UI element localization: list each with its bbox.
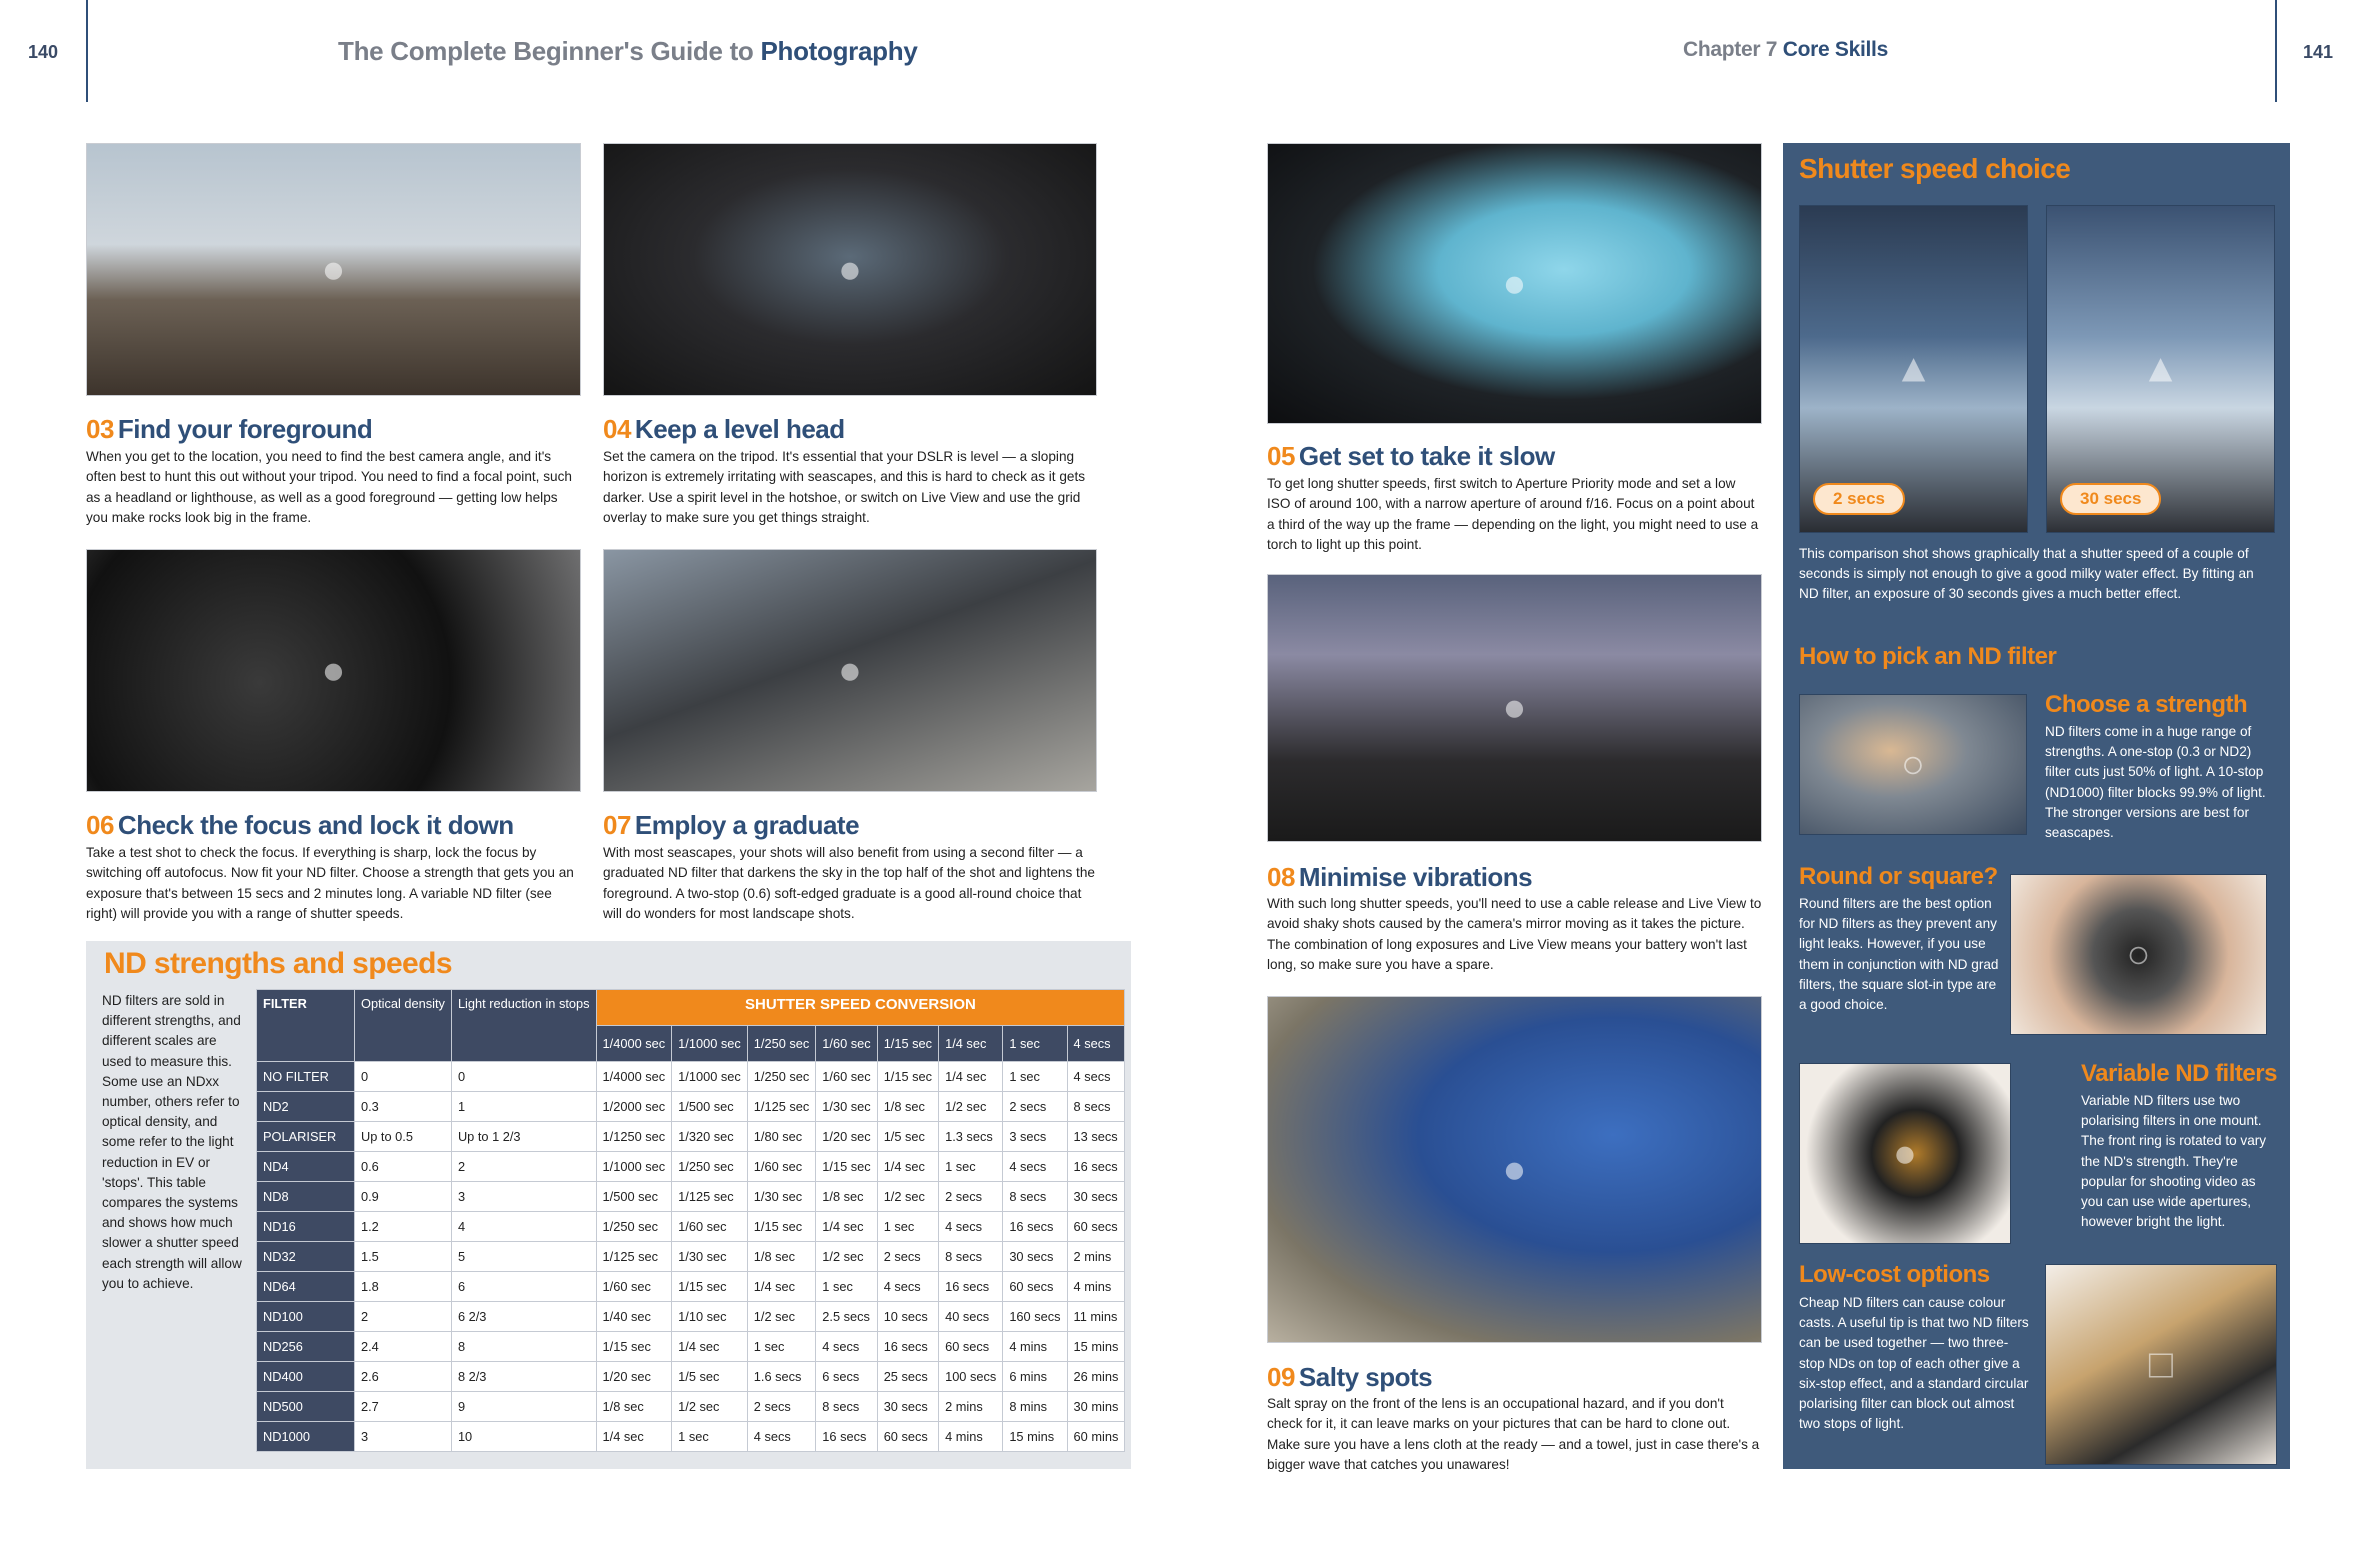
step-08-title: 08 Minimise vibrations <box>1267 862 1533 892</box>
table-cell: 6 mins <box>1003 1362 1067 1392</box>
right-page-number: 141 <box>2303 42 2334 62</box>
table-cell: 1/15 sec <box>596 1332 672 1362</box>
step-07-title: 07 Employ a graduate <box>603 810 860 840</box>
table-cell: 10 <box>451 1422 596 1452</box>
running-head-bold: Photography <box>760 36 918 66</box>
camera-icon: ● <box>837 648 863 692</box>
camera-icon: ● <box>321 648 346 692</box>
lighthouse-foreground-photo <box>86 143 581 396</box>
table-cell: 8 2/3 <box>451 1362 596 1392</box>
table-cell: 4 mins <box>939 1422 1003 1452</box>
lens-cloth-photo <box>1267 996 1762 1343</box>
badge-2-secs: 2 secs <box>1813 483 1905 515</box>
table-cell: 1/4 sec <box>747 1272 816 1302</box>
step-04-title: 04 Keep a level head <box>603 414 845 444</box>
table-cell: 8 secs <box>939 1242 1003 1272</box>
right-running-head <box>1683 38 1888 62</box>
table-cell: 1/2 sec <box>816 1242 877 1272</box>
table-cell: 1/20 sec <box>816 1122 877 1152</box>
table-cell: 4 mins <box>1003 1332 1067 1362</box>
round-filter-photo <box>2010 874 2267 1035</box>
table-cell: 1/4000 sec <box>596 1062 672 1092</box>
table-cell: 1/8 sec <box>596 1392 672 1422</box>
table-cell: 1 sec <box>747 1332 816 1362</box>
table-cell: 1/2 sec <box>939 1092 1003 1122</box>
filter-name-cell: POLARISER <box>257 1122 355 1152</box>
table-cell: 1.8 <box>355 1272 452 1302</box>
badge-30-secs: 30 secs <box>2060 483 2161 515</box>
speed-header: 1/60 sec <box>816 1026 877 1062</box>
table-row <box>257 1392 1125 1422</box>
speed-header: 1/4 sec <box>939 1026 1003 1062</box>
table-cell: 26 mins <box>1067 1362 1125 1392</box>
table-cell: 1/15 sec <box>877 1062 938 1092</box>
table-cell: 5 <box>451 1242 596 1272</box>
table-cell: 1/125 sec <box>747 1092 816 1122</box>
filter-name-cell: ND100 <box>257 1302 355 1332</box>
filter-name-cell: ND4 <box>257 1152 355 1182</box>
filter-name-cell: ND500 <box>257 1392 355 1422</box>
table-cell: 3 secs <box>1003 1122 1067 1152</box>
step-06-title: 06 Check the focus and lock it down <box>86 810 514 840</box>
table-cell: 0 <box>451 1062 596 1092</box>
table-cell: 2 mins <box>939 1392 1003 1422</box>
table-cell: 2 <box>355 1302 452 1332</box>
table-cell: 60 secs <box>877 1422 938 1452</box>
tip-variable-title: Variable ND filters <box>2081 1060 2277 1087</box>
table-cell: 30 secs <box>1067 1182 1125 1212</box>
table-cell: 40 secs <box>939 1302 1003 1332</box>
table-cell: 1/1000 sec <box>672 1062 748 1092</box>
filter-name-cell: ND16 <box>257 1212 355 1242</box>
table-cell: 2 mins <box>1067 1242 1125 1272</box>
filter-icon: □ <box>2148 1342 2174 1386</box>
table-cell: 1/10 sec <box>672 1302 748 1332</box>
table-cell: 30 secs <box>1003 1242 1067 1272</box>
filter-holder-photo <box>603 549 1097 792</box>
tip-strength-text: ND filters come in a huge range of strengths. A one-stop (0.3 or ND2) filter cuts just 50% of light. A 10-stop (ND1000) filter blocks 99.9% of light. The stronger versions are best for seascapes. <box>2045 724 2266 841</box>
table-cell: 1/20 sec <box>596 1362 672 1392</box>
tip-variable-text: Variable ND filters use two polarising filters in one mount. The front ring is rotated to vary the ND's strength. They're popular for shooting video as you can use wide apertures, however bright the light. <box>2081 1093 2267 1230</box>
table-cell: 4 secs <box>1067 1062 1125 1092</box>
lighthouse-icon: ▲ <box>2140 346 2181 391</box>
left-page-number: 140 <box>28 42 59 62</box>
table-cell: 3 <box>355 1422 452 1452</box>
filter-name-cell: ND32 <box>257 1242 355 1272</box>
table-cell: 1/5 sec <box>877 1122 938 1152</box>
left-running-head <box>338 36 917 67</box>
table-cell: 4 secs <box>877 1272 938 1302</box>
filter-name-cell: ND1000 <box>257 1422 355 1452</box>
step-06-text: Take a test shot to check the focus. If everything is sharp, lock the focus by switching off autofocus. Now fit your ND filter. Choose a strength that gets you an exposure that's between 15 secs and 2 minutes long. A variable ND filter (see right) will provide you with a range of shutter speeds. <box>86 845 574 922</box>
square-filter-photo <box>2045 1264 2277 1465</box>
table-cell: 0.3 <box>355 1092 452 1122</box>
left-header-rule <box>86 0 88 102</box>
lighthouse-icon: ▲ <box>1893 346 1934 391</box>
camera-icon: ● <box>837 247 863 291</box>
variable-nd-photo <box>1799 1063 2011 1244</box>
table-cell: 16 secs <box>816 1422 877 1452</box>
table-cell: 60 mins <box>1067 1422 1125 1452</box>
table-cell: 1/250 sec <box>672 1152 748 1182</box>
table-cell: 9 <box>451 1392 596 1422</box>
table-cell: 60 secs <box>939 1332 1003 1362</box>
table-cell: 2 secs <box>747 1392 816 1422</box>
table-row <box>257 1182 1125 1212</box>
table-cell: 1/15 sec <box>672 1272 748 1302</box>
table-cell: 2 <box>451 1152 596 1182</box>
table-cell: 1/15 sec <box>816 1152 877 1182</box>
table-cell: 16 secs <box>1067 1152 1125 1182</box>
table-cell: 160 secs <box>1003 1302 1067 1332</box>
table-cell: 1/500 sec <box>672 1092 748 1122</box>
table-cell: 1/60 sec <box>596 1272 672 1302</box>
table-cell: 1/5 sec <box>672 1362 748 1392</box>
tip-round-title: Round or square? <box>1799 863 1998 890</box>
table-cell: 13 secs <box>1067 1122 1125 1152</box>
table-cell: 1/4 sec <box>816 1212 877 1242</box>
table-cell: 1/250 sec <box>596 1212 672 1242</box>
table-row <box>257 1362 1125 1392</box>
table-cell: 16 secs <box>1003 1212 1067 1242</box>
step-03-title: 03 Find your foreground <box>86 414 373 444</box>
table-cell: 60 secs <box>1067 1212 1125 1242</box>
table-cell: 4 secs <box>939 1212 1003 1242</box>
table-cell: 8 secs <box>816 1392 877 1422</box>
tip-lowcost-title: Low-cost options <box>1799 1261 1990 1288</box>
table-cell: 8 secs <box>1067 1092 1125 1122</box>
chapter-prefix: Chapter 7 <box>1683 38 1778 61</box>
table-cell: 1/2 sec <box>877 1182 938 1212</box>
running-head-prefix: The Complete Beginner's Guide to <box>338 36 754 66</box>
camera-tripod-dusk-photo <box>1267 574 1762 842</box>
camera-icon: ● <box>1502 1147 1527 1191</box>
table-cell: 3 <box>451 1182 596 1212</box>
tip-lowcost-text: Cheap ND filters can cause colour casts. A useful tip is that two ND filters can be used together — two three-stop NDs on top of each other give a six-stop effect, and a standard circular polarising filter can block out almost two stops of light. <box>1799 1295 2029 1432</box>
table-cell: 15 mins <box>1067 1332 1125 1362</box>
table-cell: 8 mins <box>1003 1392 1067 1422</box>
table-cell: 10 secs <box>877 1302 938 1332</box>
camera-lcd-photo <box>1267 143 1762 424</box>
table-cell: 1/8 sec <box>877 1092 938 1122</box>
speed-header: 1/250 sec <box>747 1026 816 1062</box>
table-cell: 1/4 sec <box>596 1422 672 1452</box>
table-cell: Up to 0.5 <box>355 1122 452 1152</box>
speed-header: 1 sec <box>1003 1026 1067 1062</box>
table-cell: 1/4 sec <box>939 1062 1003 1092</box>
sidebar-title: Shutter speed choice <box>1799 153 2071 184</box>
table-cell: 25 secs <box>877 1362 938 1392</box>
table-cell: 1/60 sec <box>747 1152 816 1182</box>
table-cell: 1/2000 sec <box>596 1092 672 1122</box>
table-cell: 11 mins <box>1067 1302 1125 1332</box>
table-cell: 15 mins <box>1003 1422 1067 1452</box>
table-row <box>257 1092 1125 1122</box>
filter-name-cell: ND64 <box>257 1272 355 1302</box>
table-cell: 4 secs <box>1003 1152 1067 1182</box>
table-cell: 1/30 sec <box>816 1092 877 1122</box>
table-row <box>257 1272 1125 1302</box>
table-cell: 30 secs <box>877 1392 938 1422</box>
table-cell: 1/60 sec <box>672 1212 748 1242</box>
table-cell: 1/1250 sec <box>596 1122 672 1152</box>
man-with-filter-photo <box>1799 694 2027 835</box>
filter-name-cell: ND400 <box>257 1362 355 1392</box>
table-cell: 6 <box>451 1272 596 1302</box>
table-cell: 2.6 <box>355 1362 452 1392</box>
nd-panel-title: ND strengths and speeds <box>104 947 452 980</box>
table-cell: 1/4 sec <box>672 1332 748 1362</box>
table-cell: 1/250 sec <box>747 1062 816 1092</box>
table-cell: 1/40 sec <box>596 1302 672 1332</box>
speed-header: 4 secs <box>1067 1026 1125 1062</box>
table-cell: 1/30 sec <box>747 1182 816 1212</box>
filter-name-cell: ND8 <box>257 1182 355 1212</box>
col-header-conversion: SHUTTER SPEED CONVERSION <box>596 990 1125 1026</box>
table-cell: 1.2 <box>355 1212 452 1242</box>
camera-level-photo <box>603 143 1097 396</box>
table-cell: 16 secs <box>939 1272 1003 1302</box>
table-cell: 1/4 sec <box>877 1152 938 1182</box>
tip-strength-title: Choose a strength <box>2045 691 2248 718</box>
nd-panel-intro: ND filters are sold in different strengths, and different scales are used to measure this. Some use an NDxx number, others refer to optical density, and some refer to the light reduction in EV or 'stops'. This table compares the systems and shows how much slower a shutter speed each strength will allow you to achieve. <box>102 993 242 1291</box>
table-row <box>257 1332 1125 1362</box>
nd-conversion-table <box>256 989 1125 1452</box>
right-header-rule <box>2275 0 2277 102</box>
col-header-density: Optical density <box>355 990 452 1062</box>
table-cell: 1/15 sec <box>747 1212 816 1242</box>
table-row <box>257 1152 1125 1182</box>
sidebar-caption: This comparison shot shows graphically that a shutter speed of a couple of seconds is simply not enough to give a good milky water effect. By fitting an ND filter, an exposure of 30 seconds gives a much better effect. <box>1799 546 2254 602</box>
step-07-text: With most seascapes, your shots will also benefit from using a second filter — a graduated ND filter that darkens the sky in the top half of the shot and lightens the foreground. A two-stop (0.6) soft-edged graduate is a good all-round choice that will do wonders for most landscape shots. <box>603 845 1095 922</box>
table-cell: 1/1000 sec <box>596 1152 672 1182</box>
table-cell: 1/125 sec <box>672 1182 748 1212</box>
table-cell: 1/30 sec <box>672 1242 748 1272</box>
table-cell: 8 <box>451 1332 596 1362</box>
table-cell: 1.3 secs <box>939 1122 1003 1152</box>
filter-name-cell: ND256 <box>257 1332 355 1362</box>
table-cell: 1/8 sec <box>816 1182 877 1212</box>
camera-icon: ● <box>1502 685 1527 730</box>
shutter-speed-sidebar <box>1783 143 2290 1469</box>
table-cell: 1 sec <box>877 1212 938 1242</box>
table-cell: 1/125 sec <box>596 1242 672 1272</box>
table-cell: 30 mins <box>1067 1392 1125 1422</box>
table-cell: 1 sec <box>939 1152 1003 1182</box>
table-cell: 0.6 <box>355 1152 452 1182</box>
table-cell: 1/8 sec <box>747 1242 816 1272</box>
table-cell: 16 secs <box>877 1332 938 1362</box>
camera-icon: ● <box>1502 261 1527 305</box>
table-cell: 60 secs <box>1003 1272 1067 1302</box>
table-cell: 1/320 sec <box>672 1122 748 1152</box>
table-cell: 1/80 sec <box>747 1122 816 1152</box>
table-row <box>257 1422 1125 1452</box>
table-cell: 100 secs <box>939 1362 1003 1392</box>
table-cell: 6 secs <box>816 1362 877 1392</box>
table-cell: 1 <box>451 1092 596 1122</box>
filter-name-cell: ND2 <box>257 1092 355 1122</box>
table-cell: 1.5 <box>355 1242 452 1272</box>
step-04-text: Set the camera on the tripod. It's essential that your DSLR is level — a sloping horizon is extremely irritating with seascapes, and this is hard to check as it gets darker. Use a spirit level in the hotshoe, or switch on Live View and use the grid overlay to make sure you get things straight. <box>603 449 1086 526</box>
table-cell: 0.9 <box>355 1182 452 1212</box>
tip-round-text: Round filters are the best option for ND filters as they prevent any light leaks. However, if you use them in conjunction with ND grad filters, the square slot-in type are a good choice. <box>1799 896 1999 1013</box>
table-cell: 2 secs <box>1003 1092 1067 1122</box>
step-05-text: To get long shutter speeds, first switch to Aperture Priority mode and set a low ISO of around 100, with a narrow aperture of around f/16. Focus on a point about a third of the way up the frame — depending on the light, you might need to use a torch to light up this point. <box>1267 476 1759 553</box>
table-cell: 6 2/3 <box>451 1302 596 1332</box>
step-09-text: Salt spray on the front of the lens is an occupational hazard, and if you don't check for it, it can leave marks on your pictures that can be hard to clone out. Make sure you have a lens cloth at the ready — and a towel, just in case there's a bigger wave that catches you unawares! <box>1267 1396 1760 1473</box>
table-cell: 1/500 sec <box>596 1182 672 1212</box>
table-row <box>257 1062 1125 1092</box>
table-cell: 4 secs <box>816 1332 877 1362</box>
step-05-title: 05 Get set to take it slow <box>1267 441 1555 471</box>
table-cell: 1 sec <box>672 1422 748 1452</box>
table-cell: 1/60 sec <box>816 1062 877 1092</box>
step-03-text: When you get to the location, you need to find the best camera angle, and it's often best to hunt this out without your tripod. You need to find a focal point, such as a headland or lighthouse, as well as a good foreground — getting low helps you make rocks look big in the frame. <box>86 449 572 526</box>
camera-icon: ● <box>321 247 346 291</box>
table-cell: 1.6 secs <box>747 1362 816 1392</box>
table-cell: 1/2 sec <box>747 1302 816 1332</box>
filter-icon: ○ <box>2126 932 2151 976</box>
lens-focus-photo <box>86 549 581 792</box>
table-cell: 1 sec <box>816 1272 877 1302</box>
table-cell: 2 secs <box>939 1182 1003 1212</box>
col-header-reduction: Light reduction in stops <box>451 990 596 1062</box>
table-cell: 4 secs <box>747 1422 816 1452</box>
table-row <box>257 1242 1125 1272</box>
step-09-title: 09 Salty spots <box>1267 1362 1433 1392</box>
table-cell: 1/2 sec <box>672 1392 748 1422</box>
table-row <box>257 1122 1125 1152</box>
table-row <box>257 1212 1125 1242</box>
speed-header: 1/1000 sec <box>672 1026 748 1062</box>
camera-icon: ● <box>1892 1131 1918 1175</box>
table-cell: 2.5 secs <box>816 1302 877 1332</box>
speed-header: 1/15 sec <box>877 1026 938 1062</box>
speed-header: 1/4000 sec <box>596 1026 672 1062</box>
nd-strengths-panel <box>86 941 1131 1469</box>
chapter-bold: Core Skills <box>1782 38 1888 61</box>
table-row <box>257 1302 1125 1332</box>
table-cell: 2 secs <box>877 1242 938 1272</box>
col-header-filter: FILTER <box>257 990 355 1062</box>
table-cell: Up to 1 2/3 <box>451 1122 596 1152</box>
table-cell: 8 secs <box>1003 1182 1067 1212</box>
step-08-text: With such long shutter speeds, you'll need to use a cable release and Live View to avoid shaky shots caused by the camera's mirror moving as it takes the picture. The combination of long exposures and Live View means your battery won't last long, so make sure you have a spare. <box>1267 896 1762 973</box>
filter-name-cell: NO FILTER <box>257 1062 355 1092</box>
table-cell: 4 mins <box>1067 1272 1125 1302</box>
table-cell: 1 sec <box>1003 1062 1067 1092</box>
sidebar-subtitle: How to pick an ND filter <box>1799 643 2057 670</box>
table-cell: 2.4 <box>355 1332 452 1362</box>
filter-icon: ○ <box>1900 742 1926 786</box>
table-cell: 2.7 <box>355 1392 452 1422</box>
table-cell: 0 <box>355 1062 452 1092</box>
table-cell: 4 <box>451 1212 596 1242</box>
